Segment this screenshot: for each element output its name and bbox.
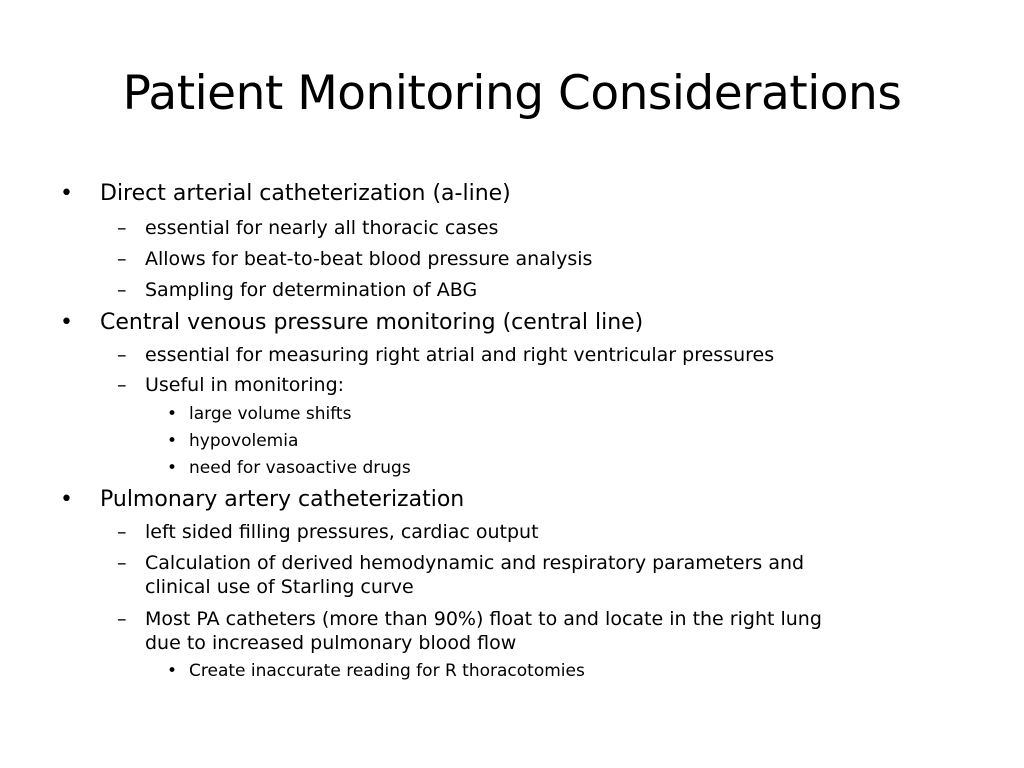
list-item-text-line: clinical use of Starling curve [145,576,414,598]
list-item-text: Create inaccurate reading for R thoracotomies [189,661,585,681]
small-bullet-marker: • [167,458,178,478]
list-item-text-line: Most PA catheters (more than 90%) float to and locate in the right lung [145,608,822,630]
dash-marker: – [117,279,127,301]
list-item-text: large volume shifts [189,404,352,424]
list-item-text: Useful in monitoring: [145,374,345,396]
list-item-text [145,551,804,599]
small-bullet-marker: • [167,661,178,681]
dash-marker: – [117,217,127,239]
list-item-text-line: Calculation of derived hemodynamic and respiratory parameters and [145,552,805,574]
bullet-marker: • [60,310,73,335]
list-item-text: Pulmonary artery catheterization [100,487,465,512]
list-item-text: Direct arterial catheterization (a-line) [100,181,511,206]
dash-marker: – [117,608,127,630]
list-item-text: hypovolemia [189,431,299,451]
bullet-marker: • [60,181,73,206]
list-item-text: essential for measuring right atrial and right ventricular pressures [145,344,775,366]
dash-marker: – [117,521,127,543]
dash-marker: – [117,374,127,396]
bullet-marker: • [60,487,73,512]
list-item-text [145,607,822,655]
list-item-text: Sampling for determination of ABG [145,279,478,301]
small-bullet-marker: • [167,431,178,451]
slide-title: Patient Monitoring Considerations [122,66,902,121]
list-item-text: left sided filling pressures, cardiac output [145,521,539,543]
dash-marker: – [117,248,127,270]
list-item-text: Allows for beat-to-beat blood pressure analysis [145,248,593,270]
list-item-text: Central venous pressure monitoring (central line) [100,310,644,335]
dash-marker: – [117,344,127,366]
dash-marker: – [117,552,127,574]
list-item-text-line: due to increased pulmonary blood flow [145,632,517,654]
small-bullet-marker: • [167,404,178,424]
list-item-text: need for vasoactive drugs [189,458,411,478]
list-item-text: essential for nearly all thoracic cases [145,217,499,239]
